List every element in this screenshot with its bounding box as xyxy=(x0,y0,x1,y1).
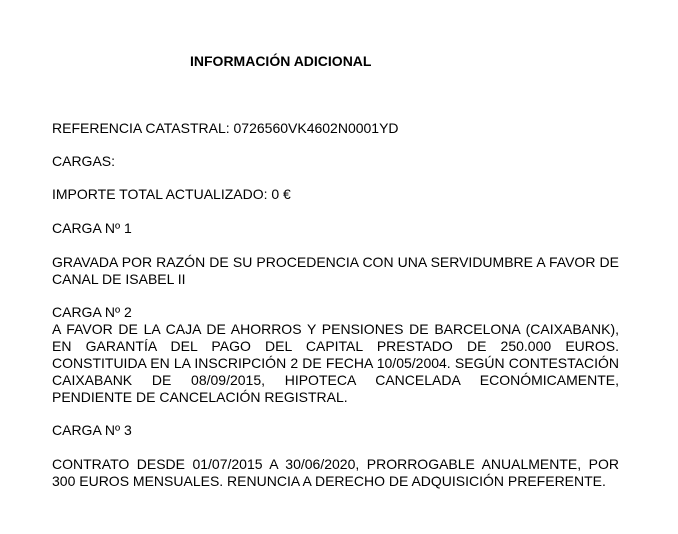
carga-3-text: CONTRATO DESDE 01/07/2015 A 30/06/2020, PRORROGABLE ANUALMENTE, POR 300 EUROS MENSUALES. RENUNCIA A DERECHO DE ADQUISICIÓN PREFERENTE. xyxy=(52,456,619,489)
carga-1-text: GRAVADA POR RAZÓN DE SU PROCEDENCIA CON UNA SERVIDUMBRE A FAVOR DE CANAL DE ISABEL II xyxy=(52,254,619,287)
carga-3-heading: CARGA Nº 3 xyxy=(52,422,132,438)
importe-total: IMPORTE TOTAL ACTUALIZADO: 0 € xyxy=(52,186,291,202)
referencia-catastral: REFERENCIA CATASTRAL: 0726560VK4602N0001YD xyxy=(52,120,399,136)
cargas-heading: CARGAS: xyxy=(52,153,116,169)
carga-1-heading: CARGA Nº 1 xyxy=(52,220,132,236)
document-title: INFORMACIÓN ADICIONAL xyxy=(190,53,372,69)
carga-2-heading: CARGA Nº 2 xyxy=(52,304,132,320)
carga-2-text: A FAVOR DE LA CAJA DE AHORROS Y PENSIONES DE BARCELONA (CAIXABANK), EN GARANTÍA DEL PAGO DEL CAPITAL PRESTADO DE 250.000 EUROS. CONSTITUIDA EN LA INSCRIPCIÓN 2 DE FECHA 10/05/2004. SEGÚN CONTESTACIÓN CAIXABANK DE 08/09/2015, HIPOTECA CANCELADA ECONÓMICAMENTE, PENDIENTE DE CANCELACIÓN REGISTRAL. xyxy=(52,321,619,405)
